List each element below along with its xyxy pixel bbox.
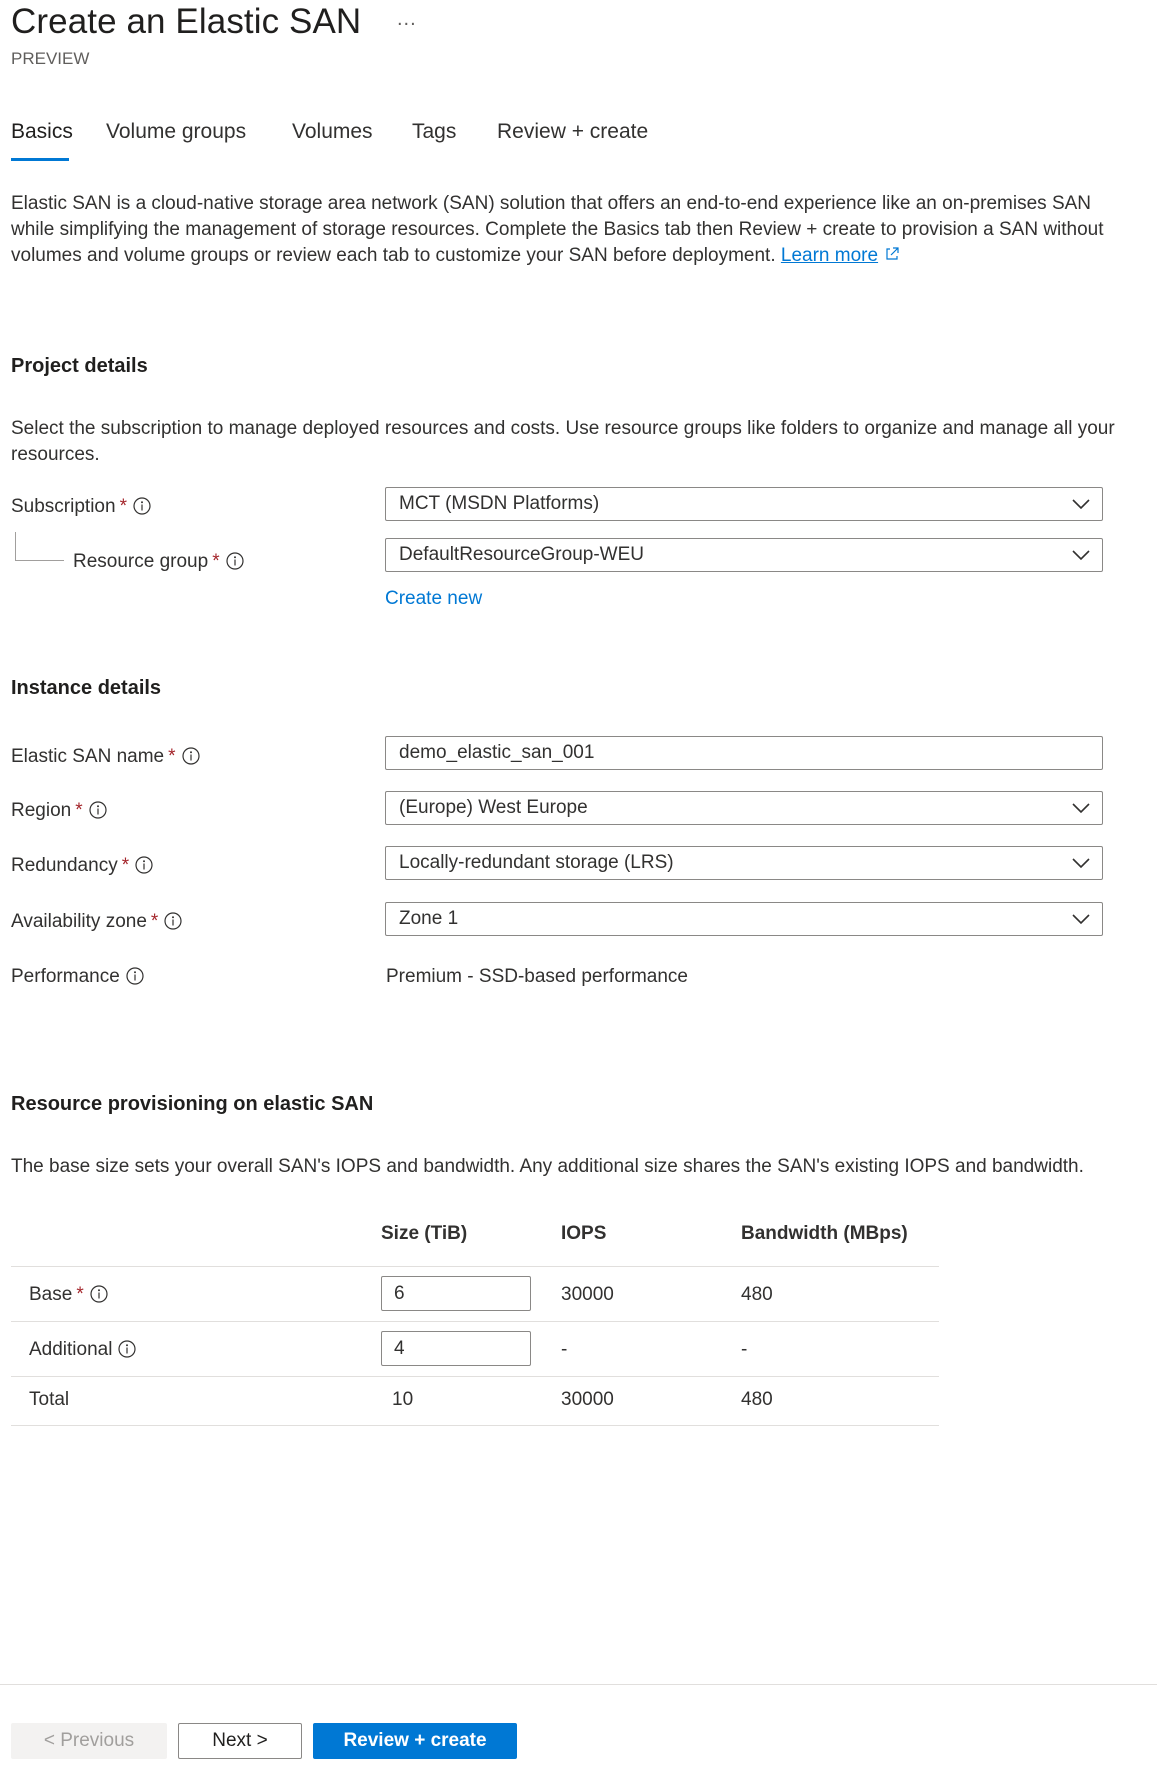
page-title: Create an Elastic SAN bbox=[11, 2, 362, 41]
required-indicator: * bbox=[150, 911, 159, 932]
intro-paragraph bbox=[11, 191, 1131, 269]
performance-label-text: Performance bbox=[11, 966, 120, 987]
tab-tags[interactable]: Tags bbox=[412, 120, 457, 143]
table-divider bbox=[11, 1266, 939, 1267]
chevron-down-icon bbox=[1072, 549, 1090, 561]
subscription-select[interactable] bbox=[385, 487, 1103, 521]
subscription-value: MCT (MSDN Platforms) bbox=[399, 493, 600, 514]
additional-size-input[interactable] bbox=[381, 1331, 531, 1366]
info-icon[interactable] bbox=[90, 1285, 108, 1303]
tab-volume-groups[interactable]: Volume groups bbox=[106, 120, 247, 143]
subscription-label-text: Subscription bbox=[11, 496, 116, 517]
elastic-san-name-input[interactable] bbox=[385, 736, 1103, 770]
intro-text: Elastic SAN is a cloud-native storage area network (SAN) solution that offers an end-to-end experience like an on-premises SAN while simplifying the management of storage resources. Complete the Basics tab then Review + create to provision a SAN without volumes and volume groups or review each tab to customize your SAN before deployment. bbox=[11, 193, 1104, 266]
redundancy-value: Locally-redundant storage (LRS) bbox=[399, 852, 674, 873]
additional-bandwidth: - bbox=[741, 1339, 748, 1360]
required-indicator: * bbox=[212, 551, 220, 572]
required-indicator: * bbox=[75, 800, 83, 821]
instance-details-heading: Instance details bbox=[11, 677, 162, 699]
total-size: 10 bbox=[392, 1389, 414, 1410]
info-icon[interactable] bbox=[226, 552, 244, 570]
table-divider bbox=[11, 1376, 939, 1377]
resource-group-select[interactable] bbox=[385, 538, 1103, 572]
redundancy-select[interactable] bbox=[385, 846, 1103, 880]
region-value: (Europe) West Europe bbox=[399, 797, 588, 818]
chevron-down-icon bbox=[1072, 498, 1090, 510]
elastic-san-name-value: demo_elastic_san_001 bbox=[399, 742, 595, 763]
info-icon[interactable] bbox=[118, 1340, 136, 1358]
external-link-icon bbox=[884, 246, 900, 262]
next-button[interactable]: Next > bbox=[178, 1723, 302, 1759]
base-size-value: 6 bbox=[394, 1283, 405, 1304]
preview-label: PREVIEW bbox=[11, 49, 90, 68]
total-iops: 30000 bbox=[561, 1389, 614, 1410]
additional-iops: - bbox=[561, 1339, 568, 1360]
info-icon[interactable] bbox=[126, 967, 144, 985]
resource-group-label bbox=[73, 551, 244, 573]
required-indicator: * bbox=[76, 1284, 84, 1305]
create-new-link[interactable]: Create new bbox=[385, 588, 483, 609]
footer-divider bbox=[0, 1684, 1157, 1685]
resource-group-value: DefaultResourceGroup-WEU bbox=[399, 544, 644, 565]
previous-button[interactable]: < Previous bbox=[11, 1723, 167, 1759]
learn-more-link[interactable]: Learn more bbox=[780, 245, 879, 266]
info-icon[interactable] bbox=[164, 912, 182, 930]
table-divider bbox=[11, 1321, 939, 1322]
column-header-size: Size (TiB) bbox=[381, 1223, 468, 1244]
column-header-bandwidth: Bandwidth (MBps) bbox=[741, 1223, 908, 1244]
required-indicator: * bbox=[119, 496, 127, 517]
chevron-down-icon bbox=[1072, 857, 1090, 869]
subscription-label bbox=[11, 496, 151, 518]
tab-volumes[interactable]: Volumes bbox=[292, 120, 373, 143]
base-iops: 30000 bbox=[561, 1284, 614, 1305]
resource-provisioning-heading: Resource provisioning on elastic SAN bbox=[11, 1093, 374, 1115]
chevron-down-icon bbox=[1072, 802, 1090, 814]
elastic-san-name-label bbox=[11, 746, 200, 768]
more-options-icon[interactable]: ... bbox=[397, 8, 417, 30]
required-indicator: * bbox=[168, 746, 176, 767]
tab-review-create[interactable]: Review + create bbox=[497, 120, 649, 143]
total-bandwidth: 480 bbox=[741, 1389, 773, 1410]
table-row-base-label bbox=[29, 1284, 108, 1306]
tree-connector-branch bbox=[15, 560, 64, 561]
performance-label bbox=[11, 966, 144, 988]
resource-group-label-text: Resource group bbox=[73, 551, 209, 572]
availability-zone-value: Zone 1 bbox=[399, 908, 459, 929]
availability-zone-select[interactable] bbox=[385, 902, 1103, 936]
elastic-san-name-label-text: Elastic SAN name bbox=[11, 746, 165, 767]
active-tab-indicator bbox=[11, 158, 69, 161]
info-icon[interactable] bbox=[182, 747, 200, 765]
resource-provisioning-description: The base size sets your overall SAN's IOPS and bandwidth. Any additional size shares the SAN's existing IOPS and bandwidth. bbox=[11, 1156, 1084, 1177]
project-details-description: Select the subscription to manage deployed resources and costs. Use resource groups like folders to organize and manage all your resources. bbox=[11, 418, 1115, 465]
additional-size-value: 4 bbox=[394, 1338, 405, 1359]
info-icon[interactable] bbox=[89, 801, 107, 819]
tab-basics[interactable]: Basics bbox=[11, 120, 73, 143]
review-create-button[interactable]: Review + create bbox=[313, 1723, 517, 1759]
additional-label-text: Additional bbox=[29, 1339, 113, 1360]
project-details-heading: Project details bbox=[11, 355, 148, 377]
table-row-total-label: Total bbox=[29, 1389, 70, 1410]
table-row-additional-label bbox=[29, 1339, 136, 1361]
required-indicator: * bbox=[121, 855, 130, 876]
availability-zone-label bbox=[11, 911, 182, 933]
chevron-down-icon bbox=[1072, 913, 1090, 925]
info-icon[interactable] bbox=[133, 497, 151, 515]
info-icon[interactable] bbox=[135, 856, 153, 874]
availability-zone-label-text: Availability zone bbox=[11, 911, 147, 932]
region-select[interactable] bbox=[385, 791, 1103, 825]
redundancy-label-text: Redundancy bbox=[11, 855, 118, 876]
base-bandwidth: 480 bbox=[741, 1284, 773, 1305]
region-label-text: Region bbox=[11, 800, 72, 821]
redundancy-label bbox=[11, 855, 153, 877]
base-label-text: Base bbox=[29, 1284, 73, 1305]
base-size-input[interactable] bbox=[381, 1276, 531, 1311]
column-header-iops: IOPS bbox=[561, 1223, 607, 1244]
region-label bbox=[11, 800, 107, 822]
tree-connector bbox=[15, 532, 16, 560]
performance-value: Premium - SSD-based performance bbox=[386, 966, 688, 987]
table-divider bbox=[11, 1425, 939, 1426]
